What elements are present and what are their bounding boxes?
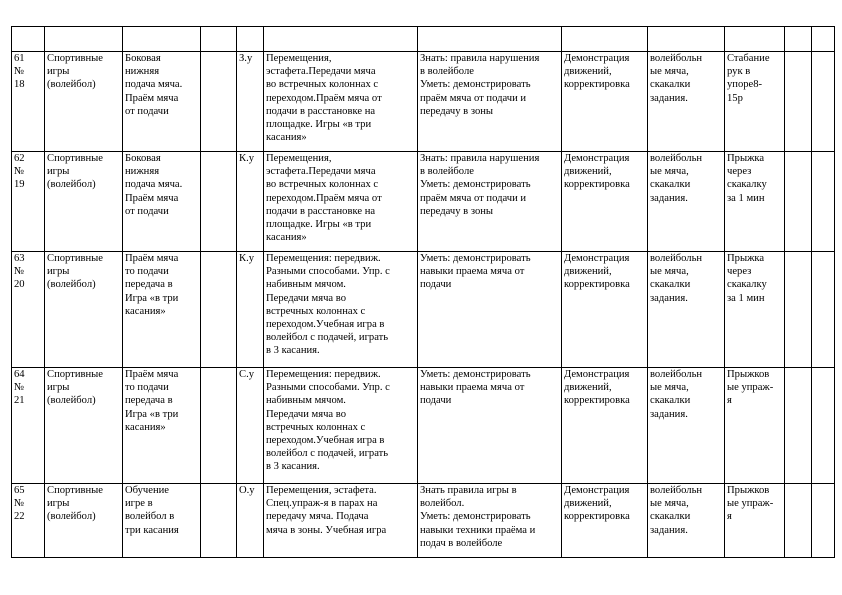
table-row bbox=[12, 252, 835, 368]
requirements-cell: Знать: правила нарушения в волейболе Уметь: демонстрировать праём мяча от подачи и передачу в зоны bbox=[418, 152, 562, 252]
topic-cell: Боковая нижняя подача мяча. Праём мяча от подачи bbox=[123, 152, 201, 252]
empty-cell bbox=[785, 152, 812, 252]
lesson-number-cell: 63 № 20 bbox=[12, 252, 45, 368]
lesson-number-cell: 64 № 21 bbox=[12, 368, 45, 484]
empty-cell bbox=[785, 252, 812, 368]
header-cell bbox=[812, 27, 835, 52]
header-cell bbox=[648, 27, 725, 52]
lesson-number-cell: 65 № 22 bbox=[12, 484, 45, 558]
table-row bbox=[12, 52, 835, 152]
requirements-cell: Уметь: демонстрировать навыки праема мяча от подачи bbox=[418, 252, 562, 368]
empty-cell bbox=[812, 368, 835, 484]
content-cell: Перемещения, эстафета.Передачи мяча во встречных колоннах с переходом.Праём мяча от подачи в расстановке на площадке. Игры «в три касания» bbox=[264, 152, 418, 252]
requirements-cell: Знать: правила нарушения в волейболе Уметь: демонстрировать праём мяча от подачи и передачу в зоны bbox=[418, 52, 562, 152]
empty-cell bbox=[785, 52, 812, 152]
requirements-cell: Уметь: демонстрировать навыки праема мяча от подачи bbox=[418, 368, 562, 484]
table-row bbox=[12, 484, 835, 558]
content-cell: Перемещения: передвиж. Разными способами. Упр. с набивным мячом. Передачи мяча во встречных колоннах с переходом.Учебная игра в волейбол с подачей, играть в 3 касания. bbox=[264, 368, 418, 484]
topic-cell: Обучение игре в волейбол в три касания bbox=[123, 484, 201, 558]
topic-cell: Праём мяча то подачи передача в Игра «в три касания» bbox=[123, 252, 201, 368]
control-cell: Демонстрация движений, корректировка bbox=[562, 152, 648, 252]
empty-cell bbox=[201, 152, 237, 252]
header-cell bbox=[12, 27, 45, 52]
lesson-plan-table bbox=[11, 26, 835, 558]
lesson-number-cell: 61 № 18 bbox=[12, 52, 45, 152]
control-cell: Демонстрация движений, корректировка bbox=[562, 484, 648, 558]
empty-cell bbox=[812, 52, 835, 152]
homework-cell: Стабание рук в упоре8- 15р bbox=[725, 52, 785, 152]
section-cell: Спортивные игры (волейбол) bbox=[45, 484, 123, 558]
requirements-cell: Знать правила игры в волейбол. Уметь: демонстрировать навыки техники праёма и подач в волейболе bbox=[418, 484, 562, 558]
equipment-cell: волейбольн ые мяча, скакалки задания. bbox=[648, 52, 725, 152]
header-cell bbox=[562, 27, 648, 52]
header-cell bbox=[45, 27, 123, 52]
header-row bbox=[12, 27, 835, 52]
lesson-type-cell: С.у bbox=[237, 368, 264, 484]
control-cell: Демонстрация движений, корректировка bbox=[562, 252, 648, 368]
header-cell bbox=[123, 27, 201, 52]
lesson-type-cell: К.у bbox=[237, 152, 264, 252]
section-cell: Спортивные игры (волейбол) bbox=[45, 52, 123, 152]
homework-cell: Прыжков ые упраж- я bbox=[725, 368, 785, 484]
equipment-cell: волейбольн ые мяча, скакалки задания. bbox=[648, 252, 725, 368]
empty-cell bbox=[201, 484, 237, 558]
empty-cell bbox=[812, 252, 835, 368]
equipment-cell: волейбольн ые мяча, скакалки задания. bbox=[648, 152, 725, 252]
content-cell: Перемещения, эстафета.Передачи мяча во встречных колоннах с переходом.Праём мяча от подачи в расстановке на площадке. Игры «в три касания» bbox=[264, 52, 418, 152]
lesson-type-cell: К.у bbox=[237, 252, 264, 368]
header-cell bbox=[237, 27, 264, 52]
empty-cell bbox=[201, 252, 237, 368]
equipment-cell: волейбольн ые мяча, скакалки задания. bbox=[648, 368, 725, 484]
control-cell: Демонстрация движений, корректировка bbox=[562, 52, 648, 152]
section-cell: Спортивные игры (волейбол) bbox=[45, 368, 123, 484]
empty-cell bbox=[812, 152, 835, 252]
lesson-type-cell: О.у bbox=[237, 484, 264, 558]
lesson-number-cell: 62 № 19 bbox=[12, 152, 45, 252]
empty-cell bbox=[785, 484, 812, 558]
section-cell: Спортивные игры (волейбол) bbox=[45, 152, 123, 252]
empty-cell bbox=[812, 484, 835, 558]
empty-cell bbox=[785, 368, 812, 484]
header-cell bbox=[418, 27, 562, 52]
topic-cell: Праём мяча то подачи передача в Игра «в три касания» bbox=[123, 368, 201, 484]
header-cell bbox=[785, 27, 812, 52]
header-cell bbox=[725, 27, 785, 52]
empty-cell bbox=[201, 368, 237, 484]
header-cell bbox=[264, 27, 418, 52]
table-row bbox=[12, 152, 835, 252]
homework-cell: Прыжка через скакалку за 1 мин bbox=[725, 152, 785, 252]
section-cell: Спортивные игры (волейбол) bbox=[45, 252, 123, 368]
lesson-type-cell: З.у bbox=[237, 52, 264, 152]
control-cell: Демонстрация движений, корректировка bbox=[562, 368, 648, 484]
topic-cell: Боковая нижняя подача мяча. Праём мяча от подачи bbox=[123, 52, 201, 152]
content-cell: Перемещения, эстафета. Спец.упраж-я в парах на передачу мяча. Подача мяча в зоны. Учебная игра bbox=[264, 484, 418, 558]
homework-cell: Прыжка через скакалку за 1 мин bbox=[725, 252, 785, 368]
homework-cell: Прыжков ые упраж- я bbox=[725, 484, 785, 558]
table-row bbox=[12, 368, 835, 484]
equipment-cell: волейбольн ые мяча, скакалки задания. bbox=[648, 484, 725, 558]
content-cell: Перемещения: передвиж. Разными способами. Упр. с набивным мячом. Передачи мяча во встречных колоннах с переходом.Учебная игра в волейбол с подачей, играть в 3 касания. bbox=[264, 252, 418, 368]
header-cell bbox=[201, 27, 237, 52]
empty-cell bbox=[201, 52, 237, 152]
